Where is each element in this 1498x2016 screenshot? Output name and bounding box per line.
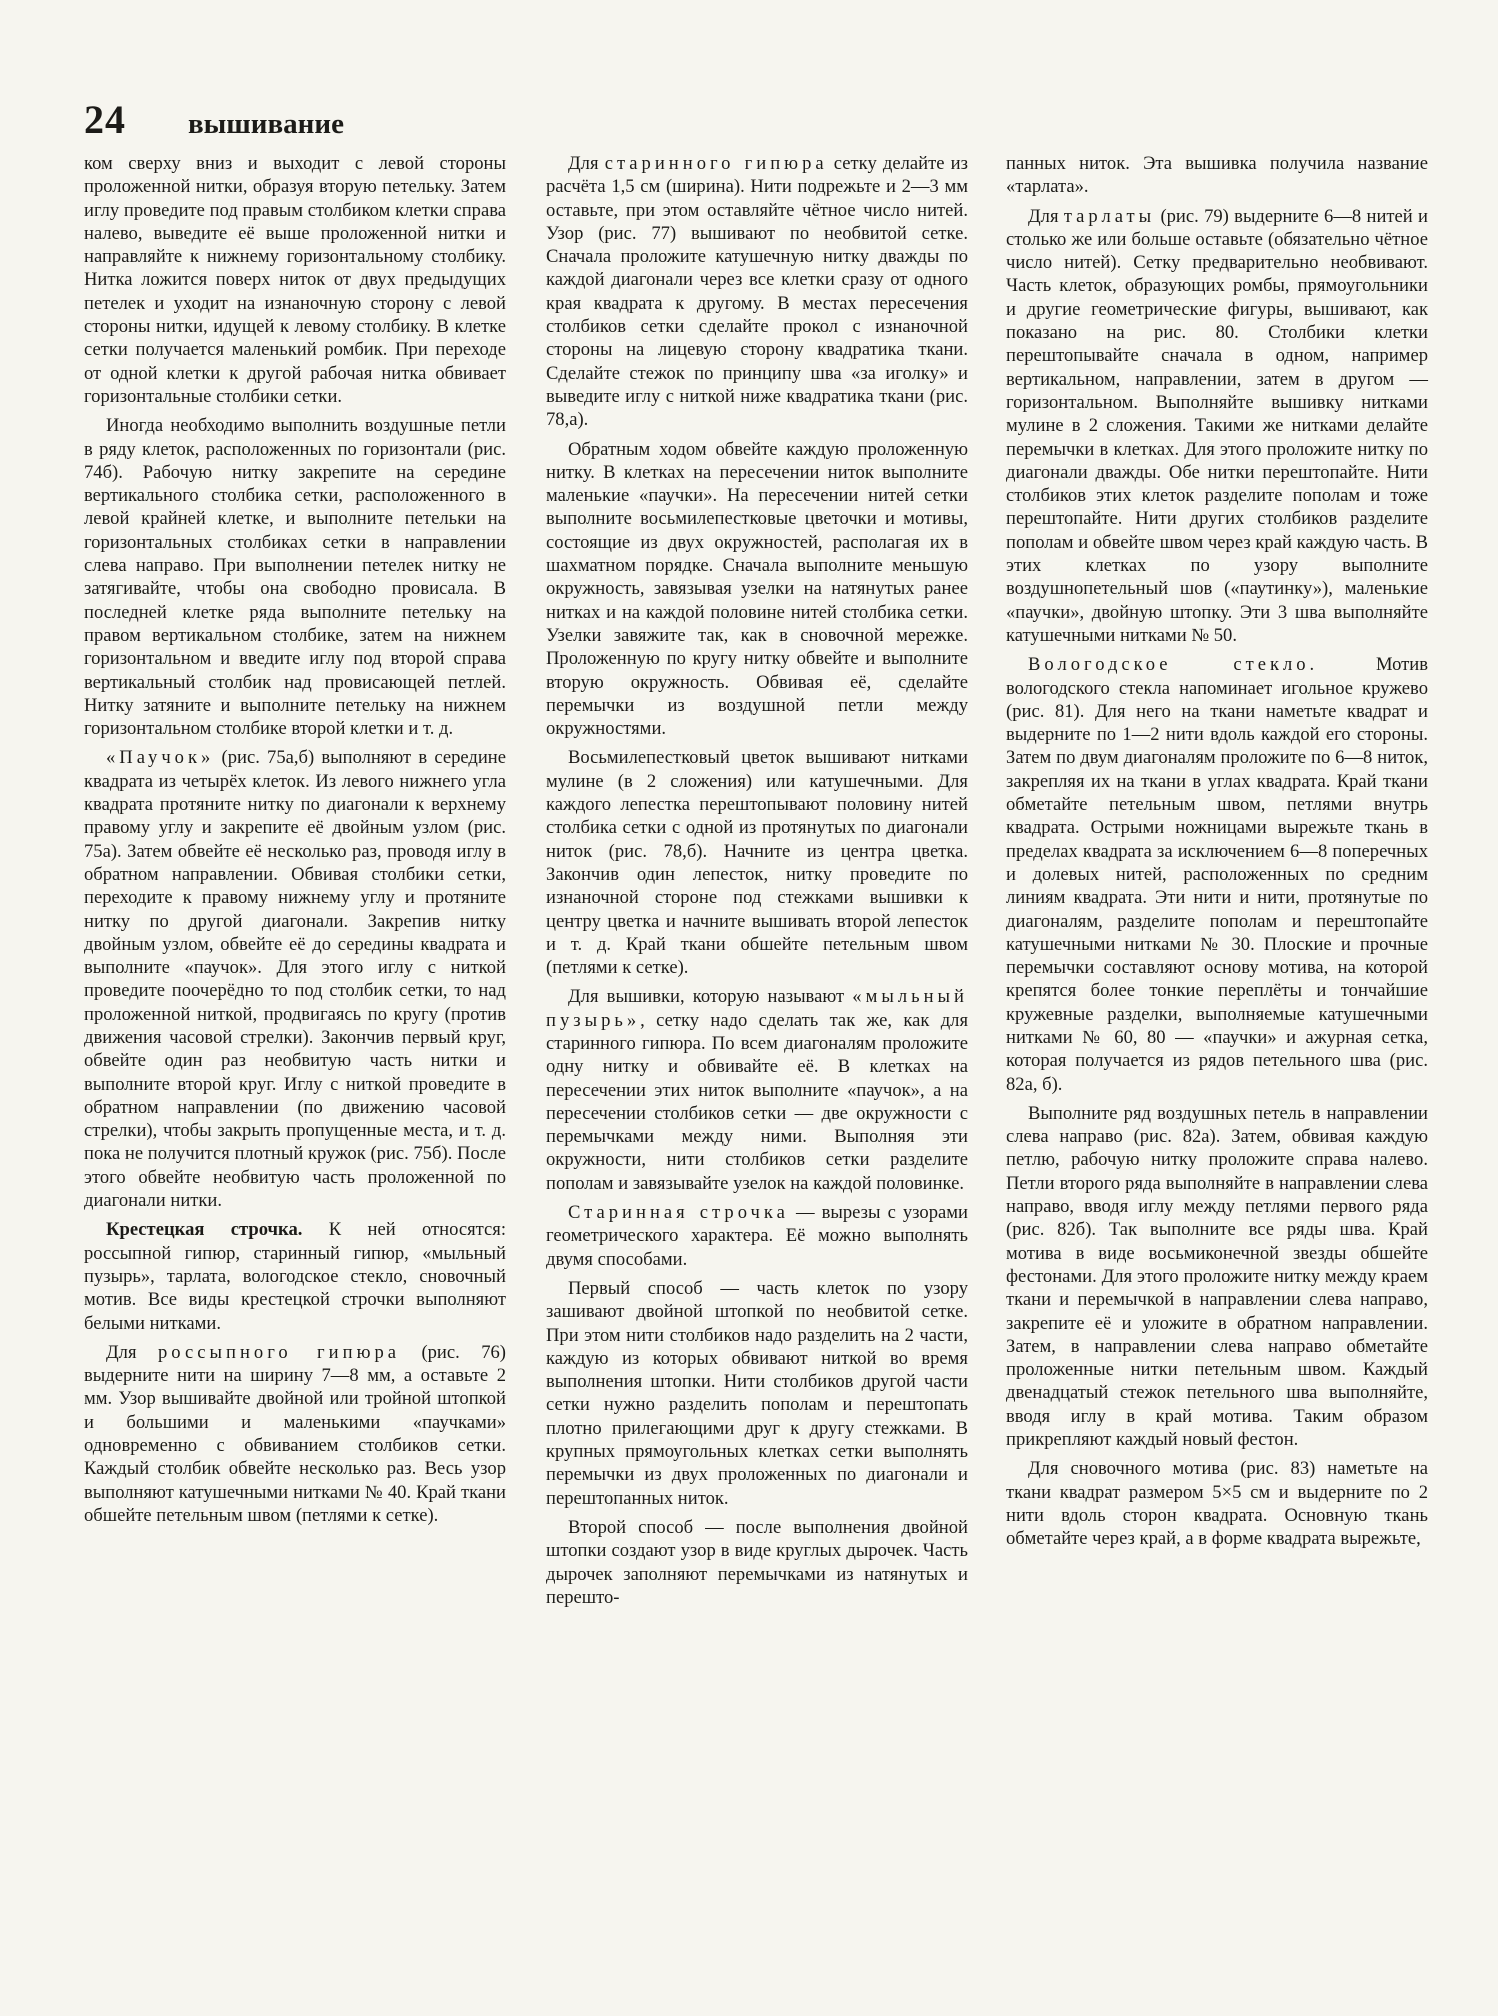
term-vologodskoe: Вологодское стекло. [1028,654,1319,676]
term-starinny: старинного гипюра [604,153,828,174]
paragraph-text: К ней относятся: россыпной гипюр, старинный гипюр, «мыльный пузырь», тарлата, вологодское стекло, сновочный мотив. Все виды крестецкой строчки выполняют белыми нитками. [84,1219,506,1334]
paragraph-text: сетку делайте из расчёта 1,5 см (ширина). Нити подрежьте и 2—3 мм оставьте, при этом оставляйте чётное число нитей. Узор (рис. 77) вышивают по необвитой сетке. Сначала проложите катушечную нитку дважды по каждой диагонали через все клетки сразу от одного края квадрата к другому. В местах пересечения столбиков сетки сделайте прокол с изнаночной стороны на лицевую сторону квадратика ткани. Сделайте стежок по принципу шва «за иголку» и выведите иглу с ниткой ниже квадратика ткани (рис. 78,а). [546,153,968,431]
term-pauchok: «Паучок» [106,747,215,769]
paragraph [1006,653,1428,1096]
paragraph: ком сверху вниз и выходит с левой стороны проложенной нитки, образуя вторую петельку. Затем иглу проведите под правым столбиком клетки справа налево, выведите её выше проложенной нитки и направляйте к нижнему горизонтальному столбику. Нитка ложится поверх ниток от двух предыдущих петелек и уходит на изнаночную сторону с левой стороны нитки, идущей к левому столбику. В клетке сетки получается маленький ромбик. При переходе от одной клетки к другой рабочая нитка обвивает горизонтальные столбики сетки. [84,153,506,407]
paragraph-text: (рис. 75а,б) выполняют в середине квадрата из четырёх клеток. Из левого нижнего угла квадрата протяните нитку по диагонали к верхнему правому углу и закрепите её двойным узлом (рис. 75а). Затем обвейте её несколько раз, проводя иглу в обратном направлении. Обвивая столбики сетки, переходите к правому нижнему углу и протяните нитку по другой диагонали. Закрепив нитку двойным узлом, обвейте её до середины квадрата и выполните «паучок». Для этого иглу с ниткой проведите поочерёдно то под столбик сетки, то над проложенной ниткой, продвигаясь по кругу (против движения часовой стрелки). Закончив первый круг, обвейте один раз необвитую часть нитки и выполните второй круг. Иглу с ниткой проведите в обратном направлении (по движению часовой стрелки), чтобы закрыть пропущенные места, и т. д. пока не получится плотный кружок (рис. 75б). После этого обвейте необвитую часть проложенной по диагонали нитки. [84,747,506,1212]
term-rossypnoy: россыпного гипюра [157,1341,401,1363]
paragraph-lead: Для [106,1341,158,1363]
paragraph [546,985,968,1195]
term-krestetskaya: Крестецкая строчка. [106,1219,303,1241]
text-column-2 [546,152,968,1615]
paragraph [546,152,968,432]
paragraph: Второй способ — после выполнения двойной штопки создают узор в виде круглых дырочек. Часть дырочек заполняют перемычками из натянутых и перешто- [546,1516,968,1608]
paragraph-lead: Для [1028,205,1064,227]
term-tarlata: тарлаты [1063,205,1156,227]
paragraph: Обратным ходом обвейте каждую проложенную нитку. В клетках на пересечении ниток выполните маленькие «паучки». На пересечении нитей сетки выполните восьмилепестковые цветочки и мотивы, состоящие из двух окружностей, располагая их в шахматном порядке. Сначала выполните меньшую окружность, завязывая узелки на натянутых ранее нитках и на каждой половине нитей столбика сетки. Узелки завяжите так, как в сновочной мережке. Проложенную по кругу нитку обвейте и выполните вторую окружность. Обвивая её, сделайте перемычки из воздушной петли между окружностями. [546,438,968,740]
paragraph-lead: Для [568,153,605,174]
paragraph-text: , сетку надо сделать так же, как для старинного гипюра. По всем диагоналям проложите одну нитку и обвивайте её. В клетках на пересечении этих ниток выполните «паучок», а на пересечении столбиков сетки — две окружности с перемычками между ними. Выполняя эти окружности, нити столбиков сетки разделите пополам и завязывайте узелок на каждой половинке. [546,1009,968,1194]
page-number: 24 [84,97,126,142]
text-column-1 [84,152,506,1533]
paragraph-text: (рис. 76) выдерните нити на ширину 7—8 мм, а оставьте 2 мм. Узор вышивайте двойной или тройной штопкой и большими и маленькими «паучками» одновременно с обвиванием столбиков сетки. Каждый столбик обвейте несколько раз. Весь узор выполняют катушечными нитками № 40. Край ткани обшейте петельным швом (петлями к сетке). [84,1341,506,1526]
paragraph: Иногда необходимо выполнить воздушные петли в ряду клеток, расположенных по горизонтали (рис. 74б). Рабочую нитку закрепите на середине вертикального столбика сетки, расположенного в левой крайней клетке, и выполните петельки на горизонтальных столбиках сетки в направлении слева направо. При выполнении петелек нитку не затягивайте, чтобы она свободно провисала. В последней клетке ряда выполните петельку на правом вертикальном столбике, затем на нижнем горизонтальном и введите иглу под второй справа вертикальный столбик над провисающей петлей. Нитку затяните и выполните петельку на нижнем горизонтальном столбике второй клетки и т. д. [84,415,506,740]
section-title: вышивание [188,108,344,140]
paragraph [1006,205,1428,648]
paragraph-text: (рис. 79) выдерните 6—8 нитей и столько же или больше оставьте (обязательно чётное число нитей). Сетку предварительно необвивают. Часть клеток, образующих ромбы, прямоугольники и другие геометрические фигуры, вышивают, как показано на рис. 80. Столбики клетки перештопывайте сначала в одном, например вертикальном, направлении, затем в другом — горизонтальном. Выполняйте вышивку нитками мулине в 2 сложения. Такими же нитками делайте перемычки в клетках. Для этого проложите нитку по диагонали дважды. Обе нитки перештопайте. Нити столбиков этих клеток разделите пополам и тоже перештопайте. Нити других столбиков разделите пополам и обвейте швом через край каждую часть. В этих клетках по узору выполните воздушнопетельный шов («паутинку»), маленькие «паучки», двойную штопку. Эти 3 шва выполняйте катушечными нитками № 50. [1006,205,1428,646]
paragraph-lead: Для вышивки, которую называют [568,986,853,1008]
paragraph [84,1218,506,1334]
paragraph [546,1201,968,1271]
paragraph [84,1341,506,1527]
paragraph: панных ниток. Эта вышивка получила название «тарлата». [1006,153,1428,198]
term-starinnaya-strochka: Старинная строчка [568,1202,789,1224]
paragraph-text: Мотив вологодского стекла напоминает игольное кружево (рис. 81). Для него на ткани наметьте квадрат и выдерните по 1—2 нити вдоль каждой его стороны. Затем по двум диагоналям проложите по 6—8 ниток, закрепляя их на ткани в углах квадрата. Край ткани обметайте петельным швом, петлями внутрь квадрата. Острыми ножницами вырежьте ткань в пределах квадрата за исключением 6—8 поперечных и долевых нитей, расположенных по средним линиям квадрата. Эти нити и нити, протянутые по диагоналям, разделите пополам и перештопайте катушечными нитками № 30. Плоские и прочные перемычки составляют основу мотива, на которой крепятся более тонкие переплёты и тончайшие кружевные разделки, выполняемые катушечными нитками № 60, 80 — «паучки» и ажурная сетка, которая получается из рядов петельного шва (рис. 82а, б). [1006,654,1428,1095]
paragraph: Выполните ряд воздушных петель в направлении слева направо (рис. 82а). Затем, обвивая каждую петлю, рабочую нитку проложите справа налево. Петли второго ряда выполняйте в направлении слева направо, вводя иглу между петлями первого ряда (рис. 82б). Так выполните все ряды шва. Край мотива в виде восьмиконечной звезды обшейте фестонами. Для этого проложите нитку между краем ткани и перемычкой в направлении слева направо, закрепите её и уложите в обратном направлении. Затем, в направлении слева направо обметайте проложенные нитки петельным швом. Каждый двенадцатый стежок петельного шва выполняйте, вводя иглу в край мотива. Таким образом прикрепляют каждый новый фестон. [1006,1102,1428,1451]
paragraph: Первый способ — часть клеток по узору зашивают двойной штопкой по необвитой сетке. При этом нити столбиков надо разделить на 2 части, каждую из которых обвивают ниткой во время выполнения штопки. Нити столбиков другой части сетки нужно разделить пополам и перештопать плотно прилегающими друг к другу стежками. В крупных прямоугольных клетках сетки выполнять перемычки из двух проложенных по диагонали и перештопанных ниток. [546,1277,968,1509]
paragraph [84,746,506,1212]
paragraph-text: — вырезы с узорами геометрического характера. Её можно выполнять двумя способами. [546,1202,968,1270]
paragraph: Для сновочного мотива (рис. 83) наметьте на ткани квадрат размером 5×5 см и выдерните по 2 нити вдоль сторон квадрата. Основную ткань обметайте через край, а в форме квадрата вырежьте, [1006,1458,1428,1550]
text-column-3 [1006,152,1428,1557]
paragraph: Восьмилепестковый цветок вышивают нитками мулине (в 2 сложения) или катушечными. Для каждого лепестка перештопывают половину нитей столбика сетки с одной из протянутых по диагонали ниток (рис. 78,б). Начните из центра цветка. Закончив один лепесток, нитку проведите по изнаночной стороне под стежками вышивки к центру цветка и начните вышивать второй лепесток и т. д. Край ткани обшейте петельным швом (петлями к сетке). [546,747,968,979]
term-mylny-puzyr: «мыльный пузырь» [546,986,968,1031]
